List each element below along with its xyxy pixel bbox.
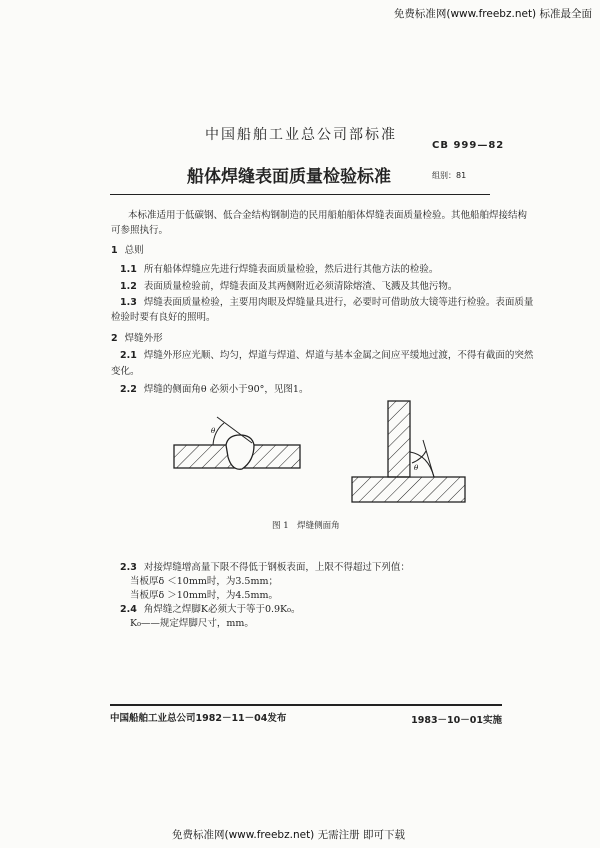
watermark-bottom: 免费标准网(www.freebz.net) 无需注册 即可下载 (172, 829, 405, 841)
clause-2-1: 2.1 焊缝外形应光顺、均匀，焊道与焊道、焊道与基本金属之间应平缓地过渡，不得有截面的突然 (120, 350, 534, 361)
section-2-heading: 2 焊缝外形 (111, 333, 163, 344)
fillet-weld-diagram (352, 401, 465, 502)
clause-1-3-cont: 检验时要有良好的照明。 (111, 312, 216, 323)
clause-1-2: 1.2 表面质量检验前，焊缝表面及其两侧附近必须清除熔渣、飞溅及其他污物。 (120, 281, 458, 292)
issue-date: 中国船舶工业总公司1982－11－04发布 (110, 713, 287, 724)
clause-2-2: 2.2 焊缝的侧面角θ 必须小于90°，见图1。 (120, 384, 309, 395)
clause-2-3-line-1: 当板厚δ ＜10mm时，为3.5mm； (130, 576, 278, 587)
figure-caption: 图 1 焊缝侧面角 (272, 521, 340, 531)
clause-2-4-definition: K₀——规定焊脚尺寸，mm。 (130, 618, 254, 629)
footer-divider (110, 704, 502, 706)
organization: 中国船舶工业总公司部标准 (205, 127, 397, 143)
intro-line-1: 本标准适用于低碳钢、低合金结构钢制造的民用船舶船体焊缝表面质量检验。其他船舶焊接结构 (128, 210, 528, 221)
butt-weld-diagram (174, 417, 300, 469)
watermark-top: 免费标准网(www.freebz.net) 标准最全面 (393, 8, 592, 20)
category: 组别：81 (432, 171, 467, 180)
header-divider (110, 194, 490, 195)
effective-date: 1983－10－01实施 (411, 715, 502, 726)
clause-2-1-cont: 变化。 (111, 366, 140, 377)
clause-2-4: 2.4 角焊缝之焊脚K必须大于等于0.9K₀。 (120, 604, 301, 615)
figure-1-weld-diagrams (160, 395, 480, 510)
clause-2-3-line-2: 当板厚δ ＞10mm时，为4.5mm。 (130, 590, 278, 601)
page-title: 船体焊缝表面质量检验标准 (187, 167, 391, 187)
clause-1-3: 1.3 焊缝表面质量检验，主要用肉眼及焊缝量具进行，必要时可借助放大镜等进行检验。表面质量 (120, 297, 534, 308)
angle-label-2: θ (414, 464, 419, 472)
angle-label: θ (211, 427, 216, 435)
section-1-heading: 1 总则 (111, 245, 144, 256)
standard-code: CB 999—82 (432, 140, 505, 151)
clause-1-1: 1.1 所有船体焊缝应先进行焊缝表面质量检验，然后进行其他方法的检验。 (120, 264, 439, 275)
clause-2-3: 2.3 对接焊缝增高量下限不得低于钢板表面，上限不得超过下列值： (120, 562, 410, 573)
intro-line-2: 可参照执行。 (111, 225, 169, 236)
